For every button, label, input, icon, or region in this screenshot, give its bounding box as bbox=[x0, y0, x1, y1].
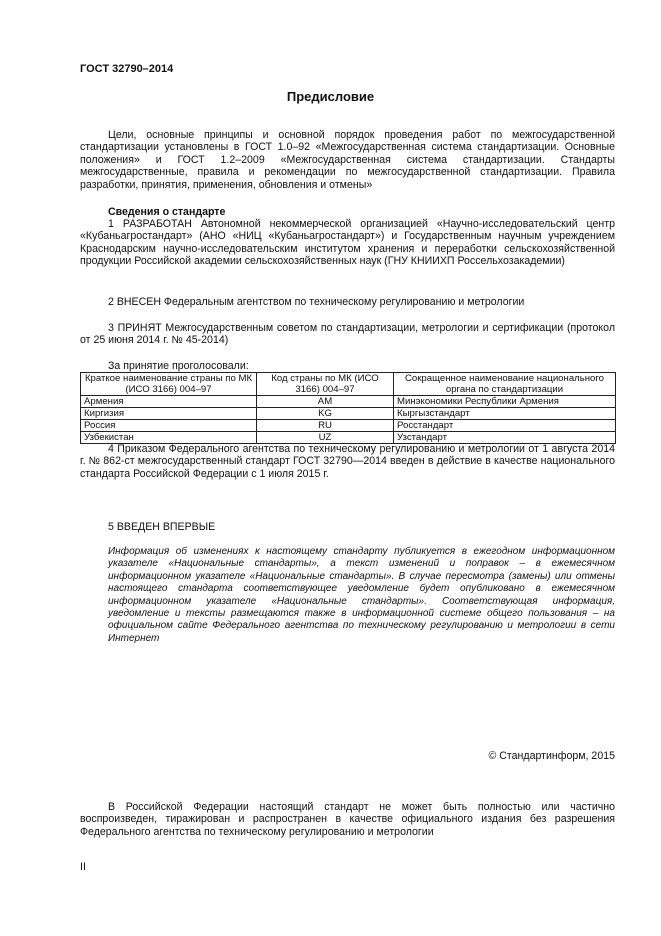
page-title: Предисловие bbox=[286, 89, 375, 104]
column-header-country: Краткое наименование страны по МК (ИСО 3166) 004–97 bbox=[81, 373, 257, 396]
cell-code: KG bbox=[257, 408, 394, 420]
reproduction-notice-text: В Российской Федерации настоящий стандарт не может быть полностью или частично воспроизведен, тиражирован и распространен в качестве официального издания без разрешения Федерального агентства по техническому регулированию и метрологии bbox=[80, 801, 615, 838]
table-header-row bbox=[81, 373, 616, 396]
section-heading: Сведения о стандарте bbox=[108, 206, 226, 218]
table-row bbox=[81, 432, 616, 444]
info-item-4 bbox=[80, 443, 615, 480]
change-notice: Информация об изменениях к настоящему стандарту публикуется в ежегодном информационном указателе «Национальные стандарты», а текст изменений и поправок – в ежемесячном информационном указателе «Национальные стандарты». В случае пересмотра (замены) или отмены настоящего стандарта соответствующее уведомление будет опубликовано в ежемесячном информационном указателе «Национальные стандарты». Соответствующая информация, уведомление и тексты размещаются также в информационной системе общего пользования – на официальном сайте Федерального агентства по техническому регулированию и метрологии в сети Интернет bbox=[108, 546, 615, 644]
vote-table bbox=[80, 372, 616, 444]
column-header-body: Сокращенное наименование национального органа по стандартизации bbox=[394, 373, 616, 396]
reproduction-notice bbox=[80, 801, 615, 838]
copyright: © Стандартинформ, 2015 bbox=[488, 750, 615, 762]
voted-label: За принятие проголосовали: bbox=[108, 360, 249, 372]
info-item-1-text: 1 РАЗРАБОТАН Автономной некоммерческой организацией «Научно-исследовательский центр «Кубаньагростандарт» (АНО «НИЦ «Кубаньагростандарт») и Государственным научным учреждением Краснодарским научно-исследовательским институтом хранения и переработки сельскохозяйственной продукции Российской академии сельскохозяйственных наук (ГНУ КНИИХП Россельхозакадемии) bbox=[80, 218, 615, 268]
cell-body: Минэкономики Республики Армения bbox=[394, 396, 616, 408]
table-row bbox=[81, 408, 616, 420]
page-number: II bbox=[80, 861, 86, 873]
info-item-2-text: 2 ВНЕСЕН Федеральным агентством по техническому регулированию и метрологии bbox=[108, 296, 525, 308]
info-item-2 bbox=[80, 296, 615, 308]
cell-body: Узстандарт bbox=[394, 432, 616, 444]
table-row bbox=[81, 396, 616, 408]
document-number: ГОСТ 32790–2014 bbox=[80, 63, 174, 75]
cell-body: Кыргызстандарт bbox=[394, 408, 616, 420]
cell-country: Россия bbox=[81, 420, 257, 432]
info-item-3 bbox=[80, 322, 615, 347]
info-item-1 bbox=[80, 218, 615, 268]
column-header-code: Код страны по МК (ИСО 3166) 004–97 bbox=[257, 373, 394, 396]
cell-body: Росстандарт bbox=[394, 420, 616, 432]
intro-paragraph bbox=[80, 129, 615, 191]
cell-country: Армения bbox=[81, 396, 257, 408]
cell-code: AM bbox=[257, 396, 394, 408]
info-item-3-text: 3 ПРИНЯТ Межгосударственным советом по стандартизации, метрологии и сертификации (протокол от 25 июня 2014 г. № 45-2014) bbox=[80, 322, 615, 347]
cell-code: UZ bbox=[257, 432, 394, 444]
info-item-5 bbox=[80, 521, 615, 533]
cell-code: RU bbox=[257, 420, 394, 432]
table-row bbox=[81, 420, 616, 432]
info-item-5-text: 5 ВВЕДЕН ВПЕРВЫЕ bbox=[108, 521, 216, 533]
info-item-4-text: 4 Приказом Федерального агентства по техническому регулированию и метрологии от 1 августа 2014 г. № 862-ст межгосударственный стандарт ГОСТ 32790—2014 введен в действие в качестве национального стандарта Российской Федерации с 1 июля 2015 г. bbox=[80, 443, 615, 480]
cell-country: Киргизия bbox=[81, 408, 257, 420]
intro-text: Цели, основные принципы и основной порядок проведения работ по межгосударственной стандартизации установлены в ГОСТ 1.0–92 «Межгосударственная система стандартизации. Основные положения» и ГОСТ 1.2–2009 «Межгосударственная система стандартизации. Стандарты межгосударственные, правила и рекомендации по межгосударственной стандартизации. Правила разработки, принятия, применения, обновления и отмены» bbox=[80, 129, 615, 191]
cell-country: Узбекистан bbox=[81, 432, 257, 444]
